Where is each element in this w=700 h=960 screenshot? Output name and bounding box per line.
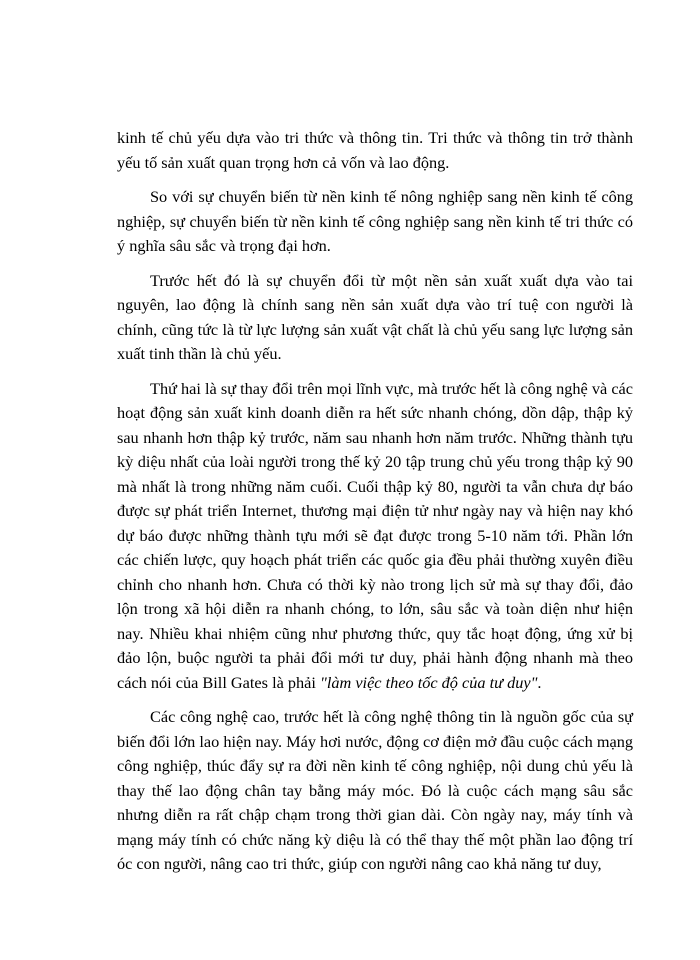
- paragraph-4-text: Thứ hai là sự thay đổi trên mọi lĩnh vực, mà trước hết là công nghệ và các hoạt động sản xuất kinh doanh diễn ra hết sức nhanh chóng, dồn dập, thập kỷ sau nhanh hơn thập kỷ trước, năm sau nhanh hơn năm trước. Những thành tựu kỳ diệu nhất của loài người trong thế kỷ 20 tập trung chủ yếu trong thập kỷ 90 mà nhất là trong những năm cuối. Cuối thập kỷ 80, người ta vẫn chưa dự báo được sự phát triển Internet, thương mại điện tử như ngày nay và hiện nay khó dự báo được những thành tựu mới sẽ đạt được trong 5-10 năm tới. Phần lớn các chiến lược, quy hoạch phát triển các quốc gia đều phải thường xuyên điều chỉnh cho nhanh hơn. Chưa có thời kỳ nào trong lịch sử mà sự thay đổi, đảo lộn trong xã hội diễn ra nhanh chóng, to lớn, sâu sắc và toàn diện như hiện nay. Nhiều khai nhiệm cũng như phương thức, quy tắc hoạt động, ứng xử bị đảo lộn, buộc người ta phải đổi mới tư duy, phải hành động nhanh mà theo cách nói của Bill Gates là phải: [117, 378, 633, 692]
- paragraph-3: Trước hết đó là sự chuyển đổi từ một nền sản xuất xuất dựa vào tai nguyên, lao động là chính sang nền sản xuất dựa vào trí tuệ con người là chính, cũng tức là từ lực lượng sản xuất vật chất là chủ yếu sang lực lượng sản xuất tinh thần là chủ yếu.: [117, 270, 633, 363]
- paragraph-1: kinh tế chủ yếu dựa vào tri thức và thông tin. Tri thức và thông tin trở thành yếu tố sản xuất quan trọng hơn cả vốn và lao động.: [117, 128, 633, 172]
- paragraph-4-quote: "làm việc theo tốc độ của tư duy": [320, 672, 538, 692]
- paragraph-4-end: .: [537, 672, 542, 692]
- body-text: [117, 126, 633, 887]
- paragraph-4: [117, 377, 633, 696]
- paragraph-2: So với sự chuyển biến từ nền kinh tế nông nghiệp sang nền kinh tế công nghiệp, sự chuyển biến từ nền kinh tế công nghiệp sang nền kinh tế tri thức có ý nghĩa sâu sắc và trọng đại hơn.: [117, 187, 633, 255]
- paragraph-5: Các công nghệ cao, trước hết là công nghệ thông tin là nguồn gốc của sự biến đổi lớn lao hiện nay. Máy hơi nước, động cơ điện mở đầu cuộc cách mạng công nghiệp, thúc đẩy sự ra đời nền kinh tế công nghiệp, nội dung chủ yếu là thay thế lao động chân tay bằng máy móc. Đó là cuộc cách mạng sâu sắc nhưng diễn ra rất chập chạm trong thời gian dài. Còn ngày nay, máy tính và mạng máy tính có chức năng kỳ diệu là có thể thay thế một phần lao động trí óc con người, nâng cao tri thức, giúp con người nâng cao khả năng tư duy,: [117, 707, 633, 873]
